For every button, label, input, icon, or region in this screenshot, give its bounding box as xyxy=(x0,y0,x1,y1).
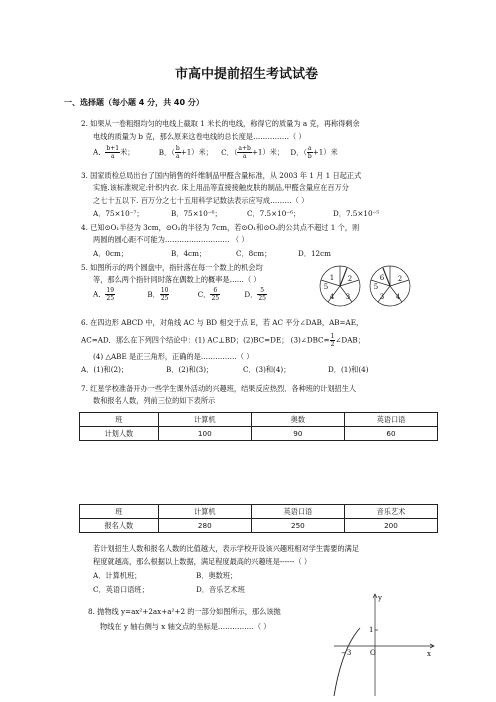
table-cell: 计划人数 xyxy=(80,427,159,441)
table-cell: 班 xyxy=(80,413,159,427)
q2-text-line2: 电线的质量为 b 克，那么原来这卷电线的总长度是……………（ ） xyxy=(93,132,306,141)
x-minus3-label: −3 xyxy=(341,649,352,657)
disc1-num-4: 4 xyxy=(329,293,335,301)
disc2-num-5: 5 xyxy=(373,283,379,291)
disc1-num-5: 5 xyxy=(323,283,329,291)
origin-label: O xyxy=(370,649,376,657)
x-axis-label: x xyxy=(427,650,431,658)
disc2-num-3: 3 xyxy=(379,293,385,301)
table-cell: 90 xyxy=(251,427,344,441)
q8-parabola-graph xyxy=(330,588,440,698)
disc1-num-3: 3 xyxy=(345,293,351,301)
table-cell: 英语口语 xyxy=(344,413,437,427)
page-title: 市高中提前招生考试试卷 xyxy=(175,67,319,82)
q6-option-d: D．(1)和(4) xyxy=(328,365,369,374)
q7-after-line2: 程度就越高，那么根据以上数据，满足程度最高的兴趣班是------（ ） xyxy=(93,557,312,566)
table-cell: 250 xyxy=(251,519,344,533)
table-row xyxy=(80,519,438,533)
q3-text-line2: 实施.该标准规定:针织内衣. 床上用品等直接接触皮肤的制品,甲醛含量应在百万分 xyxy=(93,183,349,192)
table-cell: 奥数 xyxy=(251,413,344,427)
q2-text-line1: 2. 如果从一卷粗细均匀的电线上截取 1 米长的电线，称得它的质量为 a 克，再称得剩余 xyxy=(81,119,360,128)
q2-options: A． $\frac{b+1}{a}$ 米； B．（ $\frac{b}{a}$ +1）米； C．（ $\frac{a+b}{a}$ +1）米； D．（ $\frac{a}{b}$ +1）米 xyxy=(93,145,338,160)
table-cell: 60 xyxy=(344,427,437,441)
table-cell: 班 xyxy=(80,505,159,519)
q7-text-line1: 7. 红星学校准备开办一些学生课外活动的兴趣班，结果反应热烈．各种班的计划招生人 xyxy=(81,384,357,393)
q3-text-line1: 3. 国家质检总局出台了国内销售的纤维制品甲醛含量标准，从 2003 年 1 月 1 日起正式 xyxy=(81,171,362,180)
q7-option-c: C．英语口语班； xyxy=(93,585,149,594)
q5-text-line2: 等，那么两个指针同时落在偶数上的概率是……（ ） xyxy=(93,275,261,284)
q6-text-line2: AC=AD．那么在下列四个结论中：(1) AC⊥BD；(2)BC=DE； (3)∠DBC= $\frac{1}{2}$ ∠DAB； xyxy=(81,333,365,348)
q4-option-b: B．4cm； xyxy=(171,249,207,258)
q3-option-c: C．7.5×10⁻⁶； xyxy=(247,209,301,218)
q4-option-a: A．0cm； xyxy=(93,249,128,258)
q5-spinner-discs xyxy=(312,264,416,308)
q6-option-b: B．(2)和(3)； xyxy=(166,365,214,374)
q5-text-line1: 5. 如图所示的两个圆盘中，指针落在每一个数上的机会均 xyxy=(81,263,263,272)
q3-option-a: A．75×10⁻⁷； xyxy=(93,209,144,218)
q4-text-line1: 4. 已知⊙O₁半径为 3cm，⊙O₂的半径为 7cm，若⊙O₁和⊙O₂的公共点不超过 1 个，则 xyxy=(81,223,360,232)
q8-text-line1: 8. 抛物线 y=ax²+2ax+a²+2 的一部分如图所示，那么该抛 xyxy=(88,607,281,616)
q3-option-b: B．75×10⁻⁶； xyxy=(171,209,222,218)
q6-text-line1: 6. 在四边形 ABCD 中，对角线 AC 与 BD 相交于点 E，若 AC 平分∠DAB，AB=AE， xyxy=(81,318,364,327)
y-1-label: 1 xyxy=(369,626,374,634)
q4-text-line2: 两圆的圆心距不可能为……………………… （ ） xyxy=(93,235,249,244)
q6-option-c: C．(3)和(4)； xyxy=(243,365,291,374)
q7-option-d: D．音乐艺术班 xyxy=(196,585,245,594)
q8-text-line2: 物线在 y 轴右侧与 x 轴交点的坐标是……………（ ） xyxy=(100,622,271,631)
q4-option-d: D．12cm xyxy=(298,249,331,258)
q5-options: A． $\frac{19}{25}$ B． $\frac{10}{25}$ C． $\frac{6}{25}$ D． $\frac{5}{25}$ xyxy=(93,287,266,302)
table-row xyxy=(80,505,438,519)
q6-text-line3: (4) △ABE 是正三角形，正确的是……………（ ） xyxy=(93,352,254,361)
q3-text-line3: 之七十五以下. 百万分之七十五用科学记数法表示应写成………（ ） xyxy=(93,196,309,205)
y-axis-label: y xyxy=(378,594,382,602)
table-cell: 音乐艺术 xyxy=(344,505,437,519)
table-row xyxy=(80,427,438,441)
disc2-num-6: 6 xyxy=(379,274,385,282)
table-cell: 100 xyxy=(158,427,251,441)
table-cell: 报名人数 xyxy=(80,519,159,533)
table-cell: 英语口语 xyxy=(251,505,344,519)
disc1-num-1: 1 xyxy=(329,274,335,282)
parabola-curve xyxy=(334,628,360,696)
q7-option-b: B．奥数班； xyxy=(196,571,238,580)
q7-after-line1: 若计划招生人数和报名人数的比值越大，表示学校开设该兴趣班相对学生需要的满足 xyxy=(93,544,359,553)
table-cell: 计算机 xyxy=(158,505,251,519)
q7-table-plan xyxy=(79,412,438,441)
q4-option-c: C．8cm； xyxy=(236,249,272,258)
table-cell: 280 xyxy=(158,519,251,533)
disc2-num-4: 4 xyxy=(395,293,401,301)
q3-option-d: D．7.5×10⁻⁵ xyxy=(333,209,380,218)
section-heading: 一、选择题（每小题 4 分，共 40 分） xyxy=(64,98,204,107)
table-row xyxy=(80,413,438,427)
table-cell: 200 xyxy=(344,519,437,533)
q7-table-signup xyxy=(79,504,438,533)
table-cell: 计算机 xyxy=(158,413,251,427)
q7-option-a: A．计算机班； xyxy=(93,571,142,580)
disc1-num-2: 2 xyxy=(347,275,353,283)
disc2-num-2: 2 xyxy=(397,275,403,283)
q7-text-line2: 数和报名人数，列前三位的如下表所示 xyxy=(93,396,216,405)
q6-option-a: A．(1)和(2)； xyxy=(81,365,129,374)
